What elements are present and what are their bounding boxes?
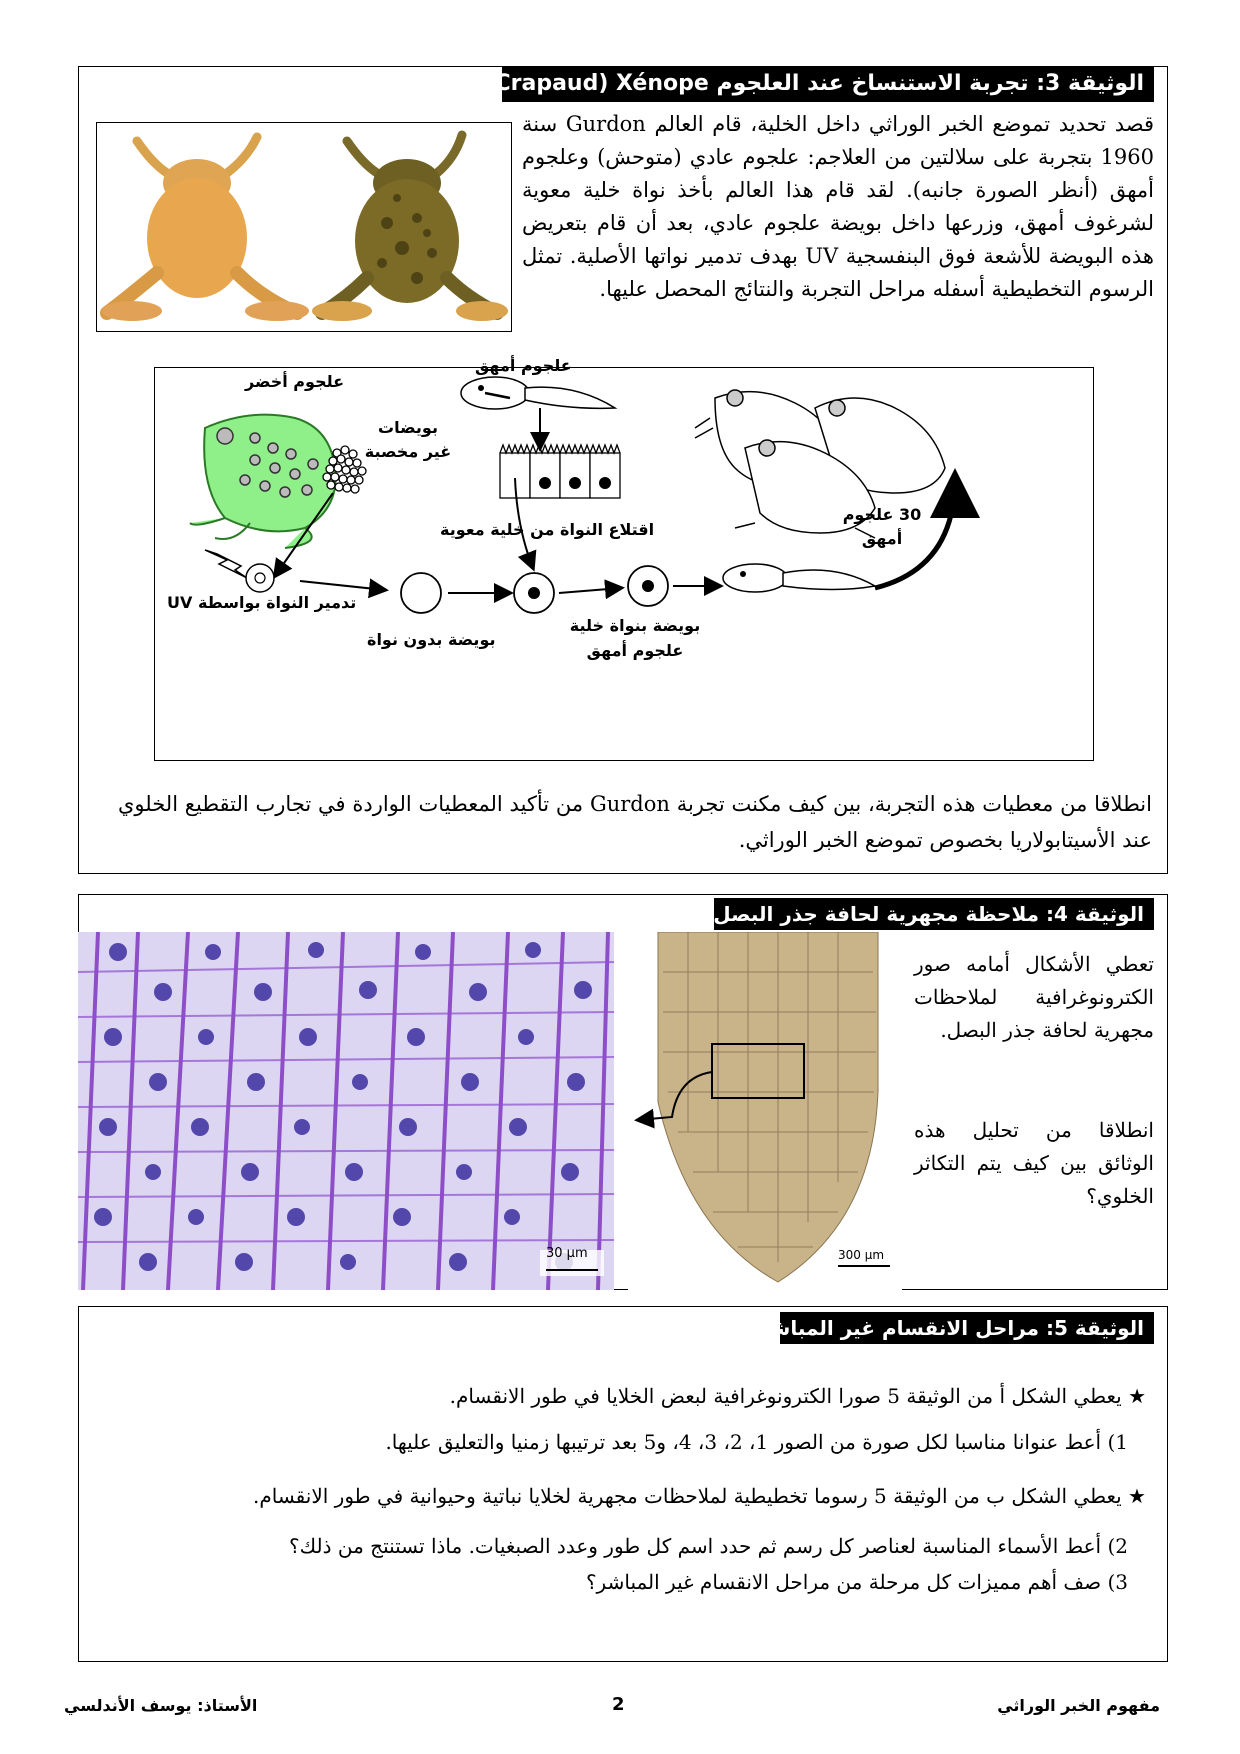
doc5-title-prefix: الوثيقة 5 <box>1054 1316 1144 1340</box>
doc4-text1: تعطي الأشكال أمامه صور الكترونوغرافية لملاحظات مجهرية لحافة جذر البصل. <box>914 952 1154 1042</box>
tadpole-result-drawing <box>723 564 875 592</box>
doc4-text2: انطلاقا من تحليل هذه الوثائق بين كيف يتم التكاثر الخلوي؟ <box>914 1118 1154 1208</box>
label-nucleus-extraction: اقتلاع النواة من خلية معوية <box>440 520 655 539</box>
label-egg-no-nucleus: بويضة بدون نواة <box>367 630 496 649</box>
intestinal-cells-drawing <box>500 445 620 498</box>
doc3-paragraph: قصد تحديد تموضع الخبر الوراثي داخل الخلية، قام العالم Gurdon سنة 1960 بتجربة على سلالتين من العلاجم: علجوم عادي (متوحش) وعلجوم أمهق (أنظر الصورة جانبه). لقد قام هذا العالم بأخذ نواة خلية معوية لشرغوف أمهق، وزرعها داخل بويضة علجوم عادي، بعد أن قام بتعريض هذه البويضة للأشعة فوق البنفسجية UV بهدف تدمير نواتها الأصلية. تمثل الرسوم التخطيطية أسفله مراحل التجربة والنتائج المحصل عليها. <box>522 112 1154 301</box>
root-tip-micrograph <box>628 932 902 1290</box>
doc3-question: انطلاقا من معطيات هذه التجربة، بين كيف مكنت تجربة Gurdon من تأكيد المعطيات الواردة في تجارب التقطيع الخلوي عند الأسيتابولاريا بخصوص تموضع الخبر الوراثي. <box>118 792 1152 852</box>
experiment-diagram <box>154 356 1094 761</box>
footer-subject: مفهوم الخبر الوراثي <box>997 1696 1160 1715</box>
egg-no-nucleus <box>401 573 441 613</box>
label-albino-tadpole: علجوم أمهق <box>475 356 572 375</box>
label-uv-destroy: تدمير النواة بواسطة UV <box>167 593 357 612</box>
albino-frog-image <box>102 137 309 321</box>
wild-frog-image <box>312 135 508 321</box>
scale-bar-right: 300 µm <box>838 1248 885 1262</box>
doc5-star1: ★ يعطي الشكل أ من الوثيقة 5 صورا الكترونوغرافية لبعض الخلايا في طور الانقسام. <box>449 1384 1146 1408</box>
experiment-diagram-svg <box>155 368 1093 760</box>
label-result: 30 علجوم أمهق <box>842 505 922 548</box>
root-tip-svg <box>628 932 902 1290</box>
green-frog-drawing <box>190 415 336 548</box>
doc5-title-rest: : مراحل الانقسام غير المباشر. <box>750 1316 1054 1340</box>
xenopus-photo-svg <box>97 123 511 331</box>
doc4-title <box>705 898 1154 930</box>
doc4-title-rest: : ملاحظة مجهرية لحافة جذر البصل. <box>705 902 1054 926</box>
footer-teacher: الأستاذ: يوسف الأندلسي <box>64 1696 258 1715</box>
doc5-title <box>750 1312 1154 1344</box>
scale-bar-left: 30 µm <box>546 1246 588 1261</box>
onion-root-micrograph <box>78 932 614 1290</box>
label-green-frog: علجوم أخضر <box>245 372 345 391</box>
footer-page-number: 2 <box>612 1694 625 1715</box>
doc5-q3: 3) صف أهم مميزات كل مرحلة من مراحل الانقسام غير المباشر؟ <box>585 1570 1128 1594</box>
label-egg-with-nucleus: بويضة بنواة خلية علجوم أمهق <box>569 616 701 660</box>
albino-tadpole-drawing <box>461 377 615 409</box>
onion-root-micrograph-svg <box>78 932 614 1290</box>
doc5-q2: 2) أعط الأسماء المناسبة لعناصر كل رسم ثم حدد اسم كل طور وعدد الصبغيات. ماذا تستنتج من ذلك؟ <box>289 1534 1128 1558</box>
doc4-title-prefix: الوثيقة 4 <box>1054 902 1144 926</box>
doc5-star2: ★ يعطي الشكل ب من الوثيقة 5 رسوما تخطيطية لملاحظات مجهرية لخلايا نباتية وحيوانية في طور الانقسام. <box>253 1484 1146 1508</box>
doc3-title-latin: (Crapaud) Xénope <box>484 71 709 96</box>
doc3-title-prefix: الوثيقة 3 <box>1045 71 1144 96</box>
doc5-q1: 1) أعط عنوانا مناسبا لكل صورة من الصور 1، 2، 3، 4، و5 بعد ترتيبها زمنيا والتعليق عليها. <box>385 1430 1128 1454</box>
xenopus-photo <box>96 122 512 332</box>
uv-lightning-icon <box>205 550 247 578</box>
doc3-title <box>484 66 1154 102</box>
doc3-title-rest: : تجربة الاستنساخ عند العلجوم <box>708 71 1046 96</box>
label-unfertilized-eggs: بويضات غير مخصبة <box>364 418 452 461</box>
